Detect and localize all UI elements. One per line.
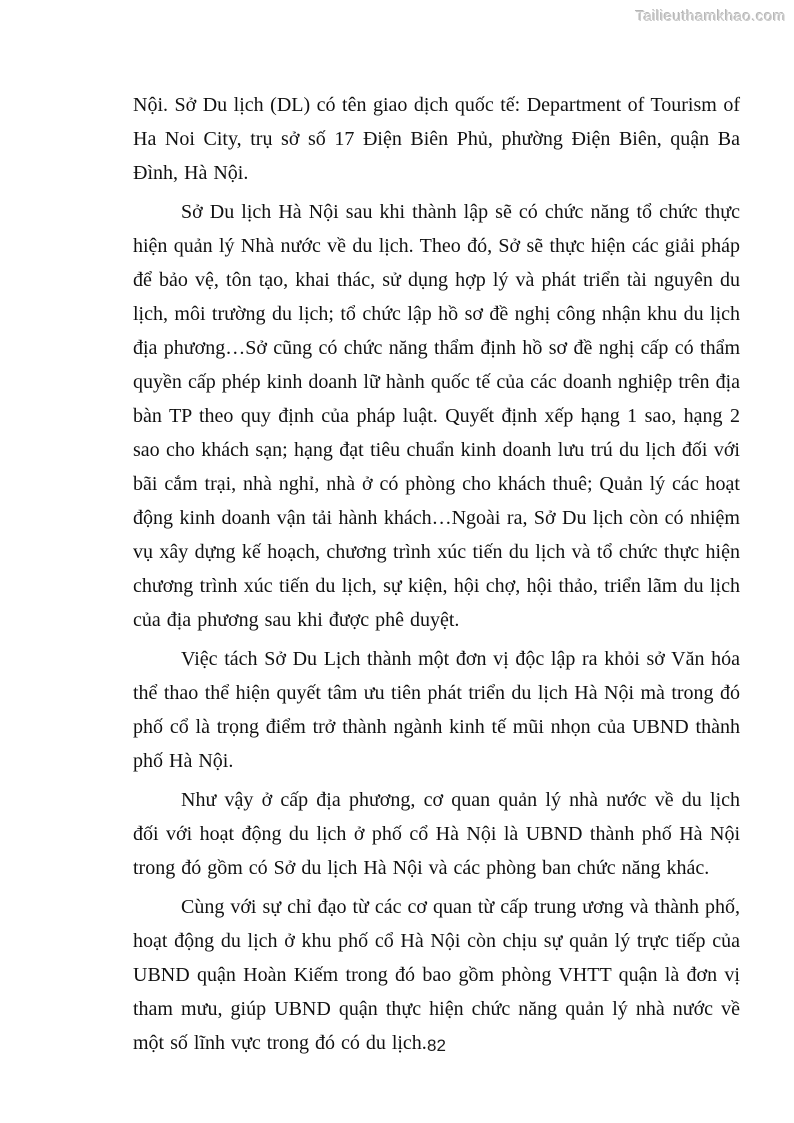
paragraph-1: Nội. Sở Du lịch (DL) có tên giao dịch quốc tế: Department of Tourism of Ha Noi City, trụ sở số 17 Điện Biên Phủ, phường Điện Biên, quận Ba Đình, Hà Nội. bbox=[133, 94, 740, 184]
paragraph-4: Như vậy ở cấp địa phương, cơ quan quản lý nhà nước về du lịch đối với hoạt động du lịch ở phố cổ Hà Nội là UBND thành phố Hà Nội trong đó gồm có Sở du lịch Hà Nội và các phòng ban chức năng khác. bbox=[133, 789, 740, 879]
page-number: 82 bbox=[427, 1036, 446, 1055]
watermark-text: Tailieuthamkhao.com bbox=[635, 8, 786, 25]
paragraph-3: Việc tách Sở Du Lịch thành một đơn vị độc lập ra khỏi sở Văn hóa thể thao thể hiện quyết tâm ưu tiên phát triển du lịch Hà Nội mà trong đó phố cổ là trọng điểm trở thành ngành kinh tế mũi nhọn của UBND thành phố Hà Nội. bbox=[133, 648, 740, 772]
document-body bbox=[133, 88, 740, 1065]
page-footer bbox=[133, 1036, 740, 1056]
paragraph-2: Sở Du lịch Hà Nội sau khi thành lập sẽ có chức năng tổ chức thực hiện quản lý Nhà nước về du lịch. Theo đó, Sở sẽ thực hiện các giải pháp để bảo vệ, tôn tạo, khai thác, sử dụng hợp lý và phát triển tài nguyên du lịch, môi trường du lịch; tổ chức lập hồ sơ đề nghị công nhận khu du lịch địa phương…Sở cũng có chức năng thẩm định hồ sơ đề nghị cấp có thẩm quyền cấp phép kinh doanh lữ hành quốc tế của các doanh nghiệp trên địa bàn TP theo quy định của pháp luật. Quyết định xếp hạng 1 sao, hạng 2 sao cho khách sạn; hạng đạt tiêu chuẩn kinh doanh lưu trú du lịch đối với bãi cắm trại, nhà nghỉ, nhà ở có phòng cho khách thuê; Quản lý các hoạt động kinh doanh vận tải hành khách…Ngoài ra, Sở Du lịch còn có nhiệm vụ xây dựng kế hoạch, chương trình xúc tiến du lịch và tổ chức thực hiện chương trình xúc tiến du lịch, sự kiện, hội chợ, hội thảo, triển lãm du lịch của địa phương sau khi được phê duyệt. bbox=[133, 201, 740, 631]
paragraph-5: Cùng với sự chỉ đạo từ các cơ quan từ cấp trung ương và thành phố, hoạt động du lịch ở khu phố cổ Hà Nội còn chịu sự quản lý trực tiếp của UBND quận Hoàn Kiếm trong đó bao gồm phòng VHTT quận là đơn vị tham mưu, giúp UBND quận thực hiện chức năng quản lý nhà nước về một số lĩnh vực trong đó có du lịch. bbox=[133, 896, 740, 1054]
